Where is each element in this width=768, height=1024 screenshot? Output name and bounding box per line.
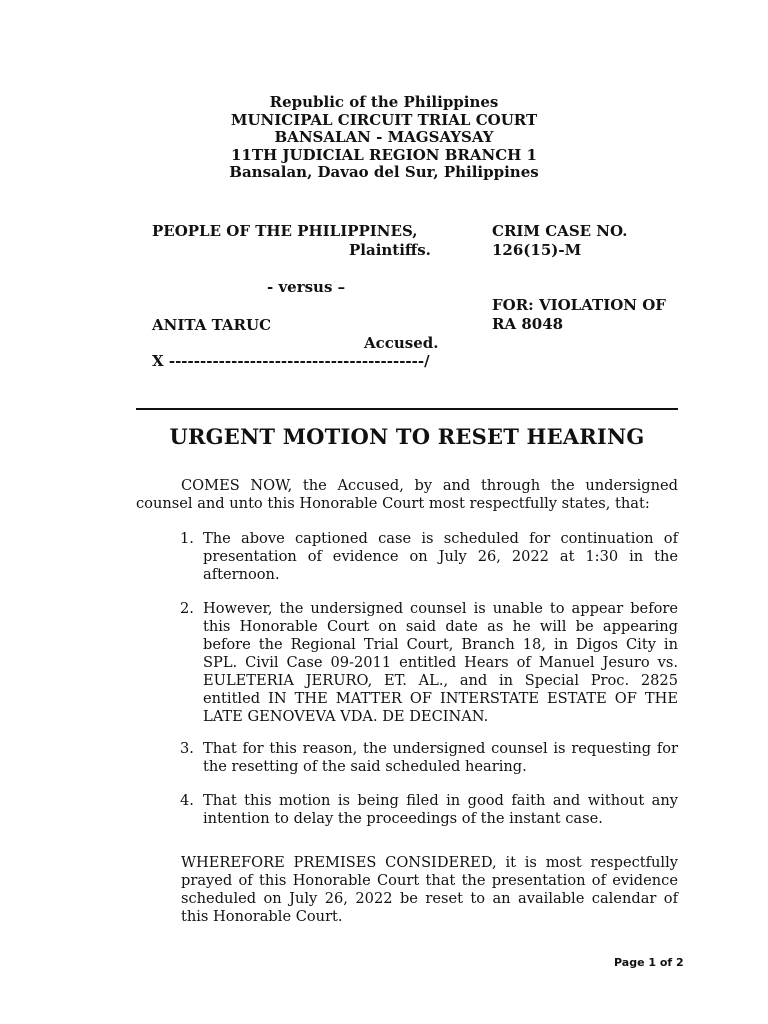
- page-number: Page 1 of 2: [614, 956, 684, 969]
- list-item-number: 2.: [180, 600, 194, 617]
- violation-label: FOR: VIOLATION OF: [492, 296, 666, 314]
- case-number-value: 126(15)-M: [492, 241, 582, 259]
- judicial-region: 11TH JUDICIAL REGION BRANCH 1: [231, 145, 537, 164]
- republic-line: Republic of the Philippines: [269, 93, 499, 111]
- violation-value: RA 8048: [492, 315, 564, 333]
- list-item-number: 1.: [180, 530, 194, 547]
- court-name: MUNICIPAL CIRCUIT TRIAL COURT: [230, 110, 538, 129]
- title-divider: [136, 408, 678, 410]
- list-item-text: That for this reason, the undersigned counsel is requesting for the resetting of the said scheduled hearing.: [203, 740, 678, 775]
- list-item-text: That this motion is being filed in good faith and without any intention to delay the proceedings of the instant case.: [203, 792, 678, 827]
- intro-paragraph: COMES NOW, the Accused, by and through the undersigned counsel and unto this Honorable Court most respectfully states, that:: [136, 477, 678, 512]
- caption-closing-line: X -----------------------------------------/: [152, 352, 430, 370]
- court-header: [0, 94, 768, 182]
- accused-name: ANITA TARUC: [152, 316, 272, 334]
- plaintiff-name: PEOPLE OF THE PHILIPPINES,: [152, 222, 418, 240]
- motion-title: URGENT MOTION TO RESET HEARING: [169, 424, 645, 449]
- list-item-text: The above captioned case is scheduled for continuation of presentation of evidence on July 26, 2022 at 1:30 in the afternoon.: [203, 530, 678, 583]
- list-item: [180, 792, 678, 828]
- case-number-label: CRIM CASE NO.: [492, 222, 628, 240]
- list-item-number: 4.: [180, 792, 194, 809]
- list-item: [180, 530, 678, 584]
- list-item-number: 3.: [180, 740, 194, 757]
- prayer-paragraph: WHEREFORE PREMISES CONSIDERED, it is most respectfully prayed of this Honorable Court that the presentation of evidence scheduled on July 26, 2022 be reset to an available calendar of this Honorable Court.: [181, 854, 678, 925]
- list-item: [180, 600, 678, 726]
- accused-role: Accused.: [364, 334, 439, 352]
- court-location: BANSALAN - MAGSAYSAY: [274, 128, 494, 146]
- plaintiff-role: Plaintiffs.: [349, 241, 431, 259]
- list-item-text: However, the undersigned counsel is unable to appear before this Honorable Court on said date as he will be appearing before the Regional Trial Court, Branch 18, in Digos City in SPL. Civil Case 09-2011 entitled Hears of Manuel Jesuro vs. EULETERIA JERURO, ET. AL., and in Special Proc. 2825 entitled IN THE MATTER OF INTERSTATE ESTATE OF THE LATE GENOVEVA VDA. DE DECINAN.: [203, 600, 678, 725]
- court-address: Bansalan, Davao del Sur, Philippines: [229, 163, 539, 181]
- list-item: [180, 740, 678, 776]
- versus-label: - versus –: [267, 278, 346, 296]
